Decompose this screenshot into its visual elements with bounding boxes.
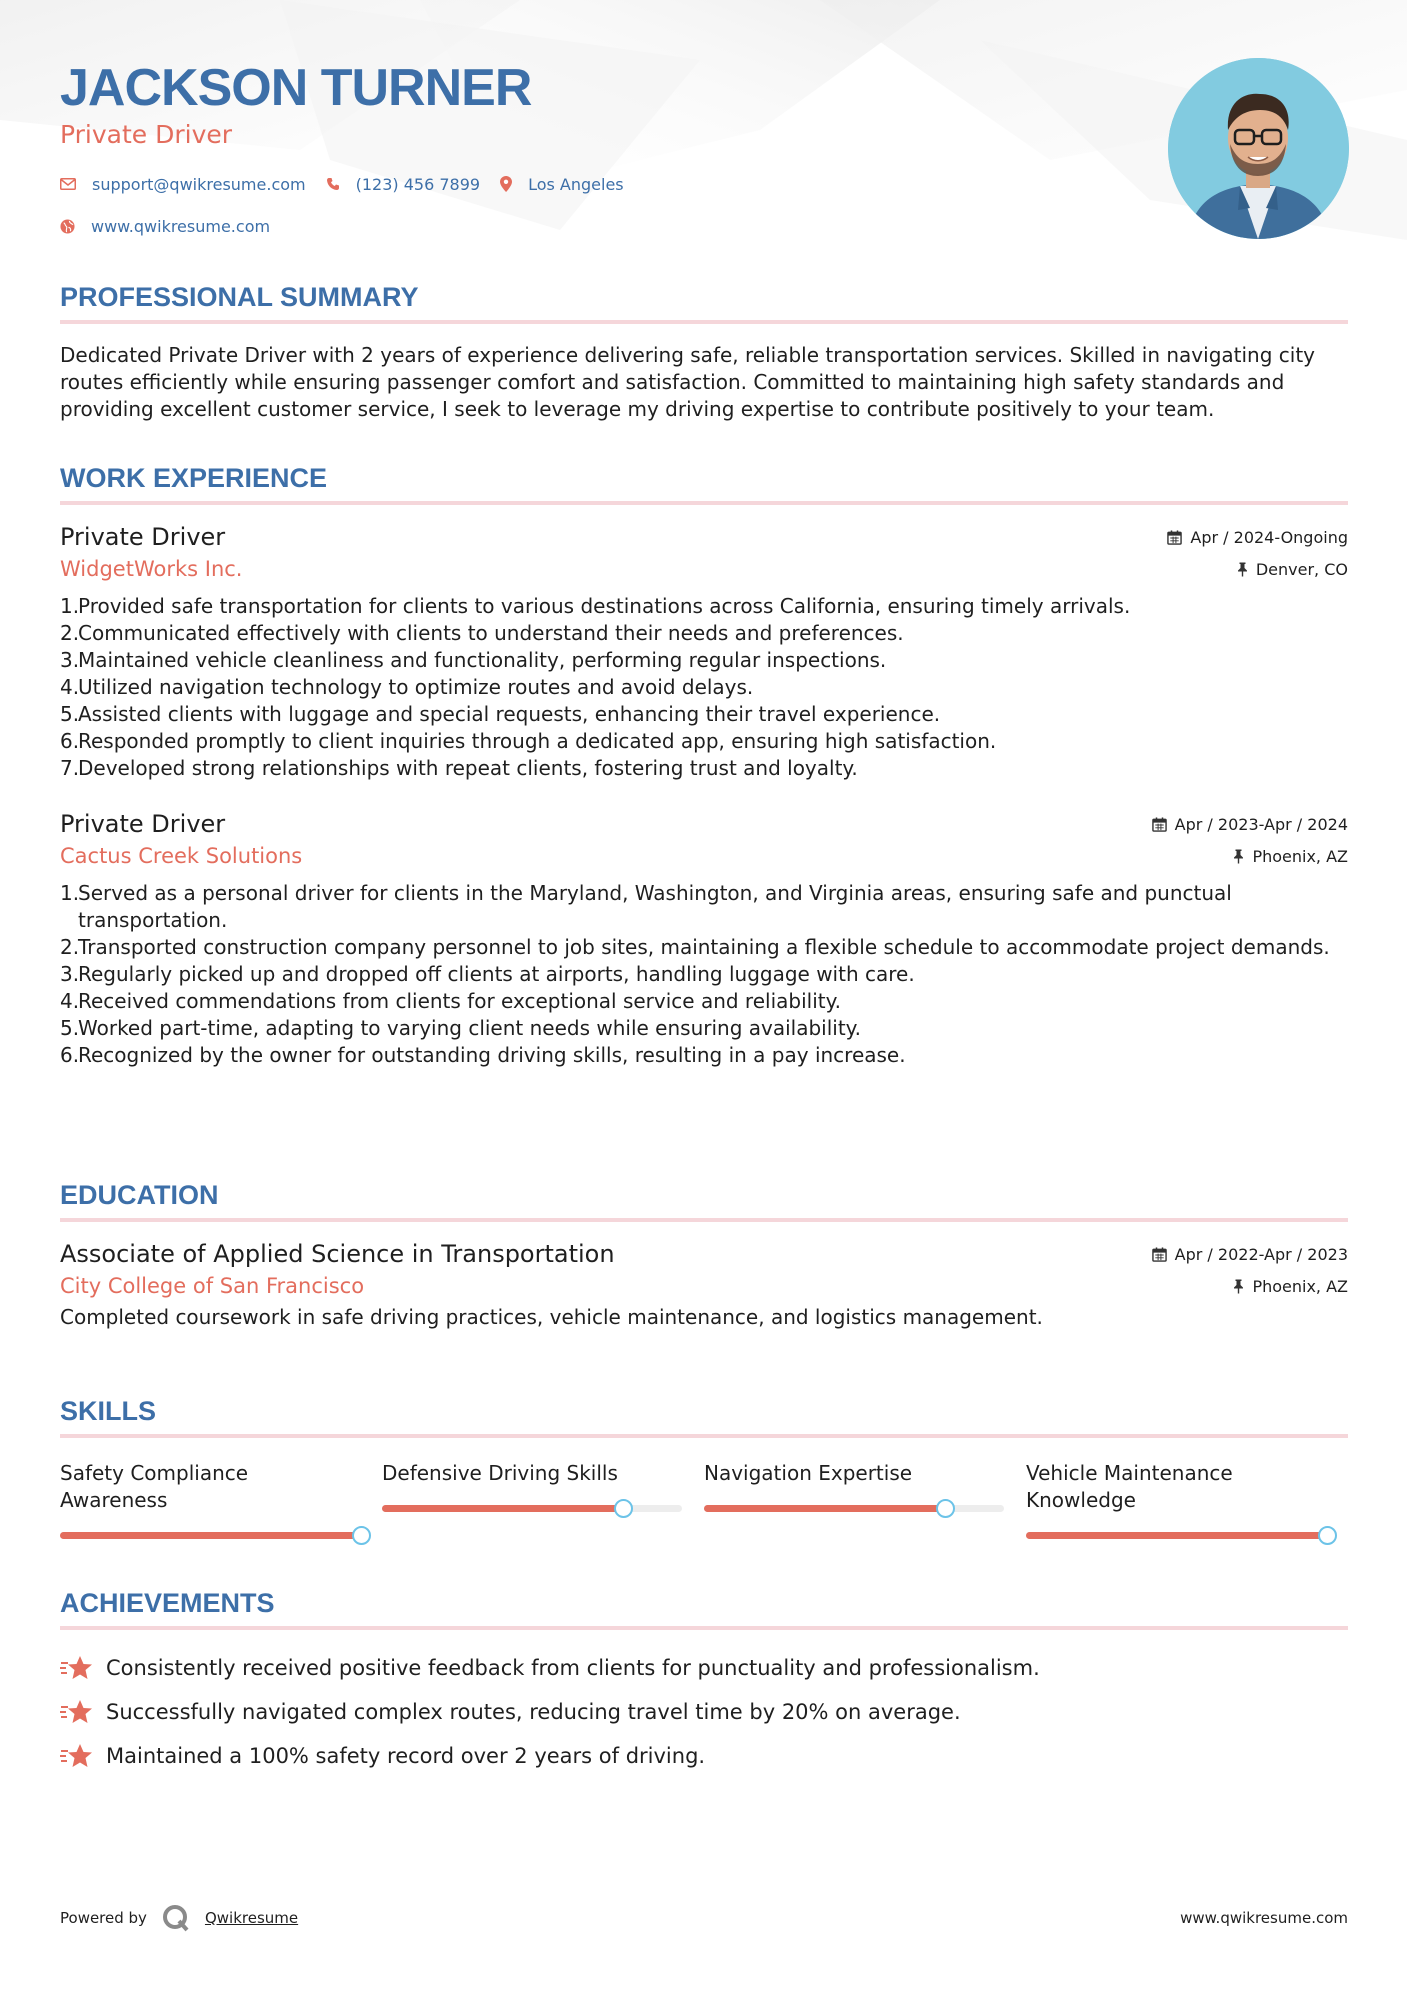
avatar [1168, 58, 1349, 239]
job-location-text: Denver, CO [1255, 559, 1348, 579]
website-text[interactable]: www.qwikresume.com [91, 216, 271, 236]
skill-level-knob [352, 1526, 371, 1545]
skill-level-bar [704, 1505, 1004, 1512]
education-description: Completed coursework in safe driving practices, vehicle maintenance, and logistics management. [60, 1305, 1043, 1329]
phone-icon [326, 177, 340, 191]
calendar-icon [1167, 530, 1182, 545]
calendar-icon [1152, 817, 1167, 832]
section-divider [60, 501, 1348, 505]
education-dates-text: Apr / 2022-Apr / 2023 [1174, 1244, 1348, 1264]
globe-icon [60, 219, 75, 234]
skill-level-knob [1318, 1526, 1337, 1545]
skill-level-bar [1026, 1532, 1326, 1539]
section-title: SKILLS [60, 1396, 157, 1426]
section-divider [60, 320, 1348, 324]
contact-website[interactable] [60, 217, 270, 236]
achievement-item [60, 1734, 1348, 1778]
list-item: 5. Assisted clients with luggage and special requests, enhancing their travel experience. [60, 702, 941, 726]
job-company: WidgetWorks Inc. [60, 557, 243, 581]
achievement-item [60, 1646, 1348, 1690]
skill-item [704, 1460, 1026, 1550]
contact-row [60, 214, 644, 238]
profile-photo [1168, 58, 1349, 239]
skill-level-fill [382, 1505, 622, 1512]
candidate-name: JACKSON TURNER [60, 59, 532, 117]
skill-level-knob [936, 1499, 955, 1518]
section-divider [60, 1434, 1348, 1438]
education-location-text: Phoenix, AZ [1252, 1276, 1348, 1296]
calendar-icon [1152, 1247, 1167, 1262]
achievements-list [60, 1646, 1348, 1778]
list-item: 6. Recognized by the owner for outstanding driving skills, resulting in a pay increase. [60, 1043, 906, 1067]
experience-section [60, 459, 1348, 1069]
brand-link[interactable]: Qwikresume [204, 1909, 299, 1927]
skill-item [382, 1460, 704, 1550]
job-entry [60, 521, 1348, 782]
education-entry [60, 1238, 1348, 1331]
job-meta [1167, 521, 1348, 585]
star-icon [60, 1654, 94, 1682]
contact-row [60, 172, 644, 196]
star-icon [60, 1742, 94, 1770]
achievement-item [60, 1690, 1348, 1734]
job-company: Cactus Creek Solutions [60, 844, 303, 868]
skills-section [60, 1392, 1348, 1550]
list-item: 1. Served as a personal driver for clients in the Maryland, Washington, and Virginia areas, ensuring safe and punctual transportation. [60, 881, 1232, 932]
footer [60, 1900, 1348, 1936]
list-item: 4. Received commendations from clients for exceptional service and reliability. [60, 989, 841, 1013]
candidate-role: Private Driver [60, 120, 233, 149]
contact-phone[interactable] [326, 175, 480, 194]
education-meta [1152, 1238, 1348, 1302]
job-bullets [60, 593, 1348, 782]
skill-level-fill [60, 1532, 360, 1539]
skill-level-bar [382, 1505, 682, 1512]
skill-name: Navigation Expertise [704, 1461, 913, 1485]
skills-list [60, 1460, 1348, 1550]
list-item: 4. Utilized navigation technology to optimize routes and avoid delays. [60, 675, 754, 699]
school-name: City College of San Francisco [60, 1274, 365, 1298]
list-item: 6. Responded promptly to client inquiries through a dedicated app, ensuring high satisfaction. [60, 729, 997, 753]
skill-item [1026, 1460, 1348, 1550]
powered-by [60, 1900, 298, 1936]
job-dates-text: Apr / 2023-Apr / 2024 [1174, 814, 1348, 834]
phone-text[interactable]: (123) 456 7899 [355, 174, 481, 194]
list-item: 7. Developed strong relationships with repeat clients, fostering trust and loyalty. [60, 756, 858, 780]
pushpin-icon [1233, 1279, 1244, 1294]
section-divider [60, 1218, 1348, 1222]
powered-by-label: Powered by [60, 1909, 147, 1927]
job-location [1167, 553, 1348, 585]
job-title: Private Driver [60, 523, 226, 551]
footer-url[interactable]: www.qwikresume.com [1180, 1909, 1348, 1927]
skill-level-bar [60, 1532, 360, 1539]
pushpin-icon [1233, 849, 1244, 864]
education-location [1152, 1270, 1348, 1302]
section-divider [60, 1626, 1348, 1630]
degree-title: Associate of Applied Science in Transportation [60, 1240, 615, 1268]
location-text: Los Angeles [528, 174, 624, 194]
list-item: 2. Communicated effectively with clients to understand their needs and preferences. [60, 621, 904, 645]
contact-location [500, 175, 624, 194]
job-bullets [60, 880, 1348, 1069]
education-section [60, 1176, 1348, 1331]
star-icon [60, 1698, 94, 1726]
job-entry [60, 808, 1348, 1069]
map-pin-icon [500, 176, 512, 192]
qwikresume-logo-icon [161, 1903, 191, 1933]
job-dates [1167, 521, 1348, 553]
list-item: 2. Transported construction company personnel to job sites, maintaining a flexible schedule to accommodate project demands. [60, 935, 1330, 959]
list-item: 5. Worked part-time, adapting to varying client needs while ensuring availability. [60, 1016, 862, 1040]
list-item: 3. Regularly picked up and dropped off clients at airports, handling luggage with care. [60, 962, 915, 986]
skill-name: Defensive Driving Skills [382, 1461, 618, 1485]
summary-section [60, 278, 1348, 423]
skill-name: Vehicle Maintenance Knowledge [1026, 1461, 1233, 1512]
achievement-text: Successfully navigated complex routes, reducing travel time by 20% on average. [106, 1700, 961, 1724]
section-title: ACHIEVEMENTS [60, 1588, 275, 1618]
job-title: Private Driver [60, 810, 226, 838]
job-location-text: Phoenix, AZ [1252, 846, 1348, 866]
contact-info [60, 172, 644, 256]
job-dates-text: Apr / 2024-Ongoing [1190, 527, 1348, 547]
job-meta [1152, 808, 1348, 872]
skill-level-fill [1026, 1532, 1326, 1539]
pushpin-icon [1237, 562, 1248, 577]
email-text[interactable]: support@qwikresume.com [92, 174, 306, 194]
achievement-text: Consistently received positive feedback from clients for punctuality and professionalism. [106, 1656, 1040, 1680]
education-dates [1152, 1238, 1348, 1270]
achievements-section [60, 1584, 1348, 1778]
summary-text: Dedicated Private Driver with 2 years of experience delivering safe, reliable transportation services. Skilled in navigating city routes efficiently while ensuring passenger comfort and satisfaction. Committed to maintaining high safety standards and providing excellent customer service, I seek to leverage my driving expertise to contribute positively to your team. [60, 343, 1316, 421]
skill-level-fill [704, 1505, 944, 1512]
achievement-text: Maintained a 100% safety record over 2 years of driving. [106, 1744, 706, 1768]
skill-item [60, 1460, 382, 1550]
list-item: 3. Maintained vehicle cleanliness and functionality, performing regular inspections. [60, 648, 887, 672]
job-dates [1152, 808, 1348, 840]
skill-name: Safety Compliance Awareness [60, 1461, 249, 1512]
section-title: EDUCATION [60, 1180, 219, 1210]
section-title: WORK EXPERIENCE [60, 463, 328, 493]
section-title: PROFESSIONAL SUMMARY [60, 282, 419, 312]
envelope-icon [60, 178, 76, 190]
contact-email[interactable] [60, 175, 306, 194]
list-item: 1. Provided safe transportation for clients to various destinations across California, ensuring timely arrivals. [60, 594, 1131, 618]
skill-level-knob [614, 1499, 633, 1518]
job-location [1152, 840, 1348, 872]
